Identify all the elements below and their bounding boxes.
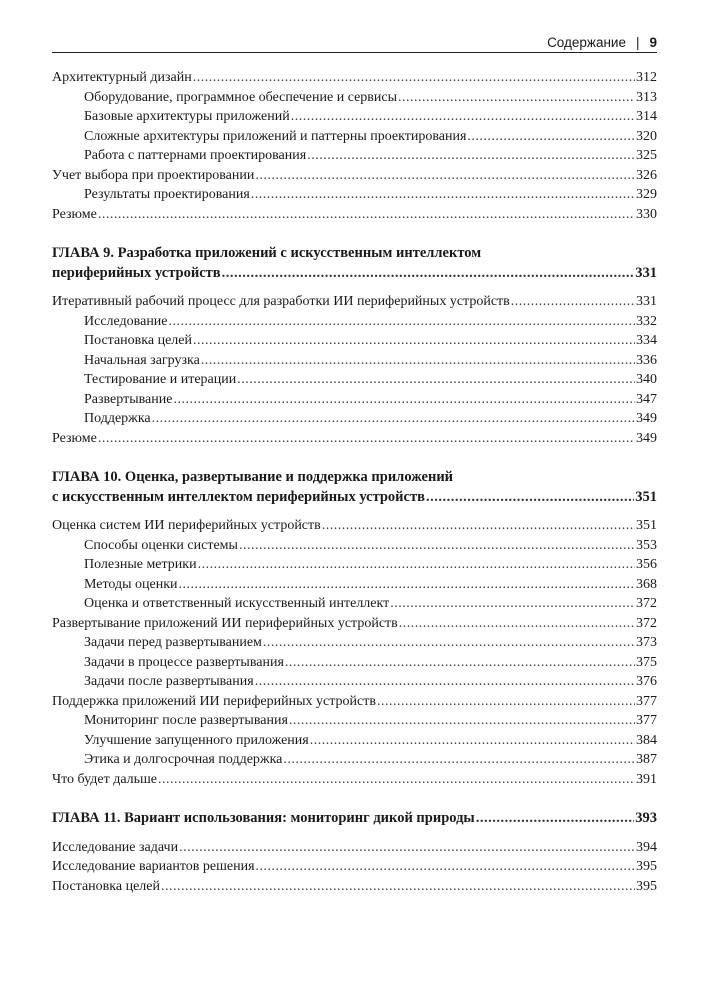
toc-entry-page: 394 <box>636 839 657 855</box>
toc-entry[interactable] <box>52 146 657 166</box>
toc-entry-page: 377 <box>636 713 657 728</box>
dot-leader <box>198 555 635 575</box>
toc-entry-title: Развертывание приложений ИИ периферийных устройств <box>52 615 398 631</box>
toc-entry-title: Учет выбора при проектировании <box>52 167 255 183</box>
running-head-page-number: 9 <box>649 35 657 50</box>
running-head-section: Содержание <box>547 35 626 50</box>
toc-entry-title: Резюме <box>52 430 97 446</box>
toc-entry[interactable] <box>52 838 657 858</box>
dot-leader <box>399 614 635 634</box>
toc-entry[interactable] <box>52 692 657 712</box>
toc-entry[interactable] <box>52 633 657 653</box>
toc-entry[interactable] <box>52 770 657 790</box>
chapter-11-page: 393 <box>635 810 657 826</box>
toc-entry[interactable] <box>52 390 657 410</box>
dot-leader <box>201 351 635 371</box>
toc-entry-title: Задачи в процессе развертывания <box>84 654 284 670</box>
dot-leader <box>161 877 635 897</box>
toc-entry[interactable] <box>52 127 657 147</box>
toc-entry[interactable] <box>52 614 657 634</box>
toc-entry-title: Начальная загрузка <box>84 352 200 368</box>
toc-entry-title: Задачи после развертывания <box>84 674 254 689</box>
chapter-9-title-line1: ГЛАВА 9. Разработка приложений с искусственным интеллектом <box>52 245 482 261</box>
toc-entry[interactable] <box>52 536 657 556</box>
dot-leader <box>239 536 635 556</box>
toc-entry-title: Методы оценки <box>84 576 178 592</box>
dot-leader <box>222 264 635 284</box>
dot-leader <box>98 429 635 449</box>
toc-entry-title: Задачи перед развертыванием <box>84 635 262 650</box>
dot-leader <box>511 292 635 312</box>
chapter-9-page: 331 <box>635 264 657 281</box>
toc-entry-title: Тестирование и итерации <box>84 372 237 387</box>
dot-leader <box>193 331 635 351</box>
toc-entry-page: 391 <box>636 771 657 787</box>
dot-leader <box>179 575 635 595</box>
chapter-11-entries <box>52 838 657 897</box>
dot-leader <box>251 185 635 205</box>
toc-entry-page: 332 <box>636 313 657 329</box>
toc-entry-page: 326 <box>636 167 657 183</box>
chapter-10-title-line2-row <box>52 488 657 508</box>
dot-leader <box>289 711 635 731</box>
toc-entry-title: Этика и долгосрочная поддержка <box>84 752 283 767</box>
toc-entry-title: Что будет дальше <box>52 771 158 787</box>
chapter-11-title: ГЛАВА 11. Вариант использования: мониторинг дикой природы <box>52 810 475 826</box>
dot-leader <box>193 68 635 88</box>
toc-entry-page: 334 <box>636 333 657 348</box>
toc-entry-title: Работа с паттернами проектирования <box>84 148 307 163</box>
toc-entry-title: Оборудование, программное обеспечение и сервисы <box>84 89 398 105</box>
chapter-10-entries <box>52 516 657 789</box>
dot-leader <box>255 166 635 186</box>
toc-entry[interactable] <box>52 312 657 332</box>
toc-entry[interactable] <box>52 575 657 595</box>
toc-entry-page: 320 <box>636 128 657 144</box>
dot-leader <box>307 146 635 166</box>
dot-leader <box>169 312 635 332</box>
dot-leader <box>426 488 634 508</box>
toc-entry-page: 376 <box>636 674 657 689</box>
toc-entry-title: Оценка и ответственный искусственный интеллект <box>84 596 390 611</box>
chapter-10-heading[interactable] <box>52 468 657 507</box>
toc-entry-page: 372 <box>636 596 657 611</box>
toc-entry-page: 331 <box>636 294 657 309</box>
dot-leader <box>98 205 635 225</box>
toc-entry-title: Резюме <box>52 206 97 222</box>
toc-entry-page: 349 <box>636 430 657 446</box>
table-of-contents <box>52 68 657 896</box>
dot-leader <box>377 692 635 712</box>
chapter-11-heading[interactable] <box>52 809 657 829</box>
toc-entry-title: Базовые архитектуры приложений <box>84 109 290 124</box>
toc-entry-page: 349 <box>636 411 657 426</box>
toc-entry-page: 356 <box>636 557 657 572</box>
dot-leader <box>390 594 635 614</box>
dot-leader <box>476 809 634 829</box>
toc-entry-page: 336 <box>636 352 657 368</box>
toc-entry[interactable] <box>52 857 657 877</box>
toc-entry-page: 375 <box>636 654 657 670</box>
toc-entry-title: Поддержка <box>84 411 151 426</box>
toc-entry-page: 353 <box>636 537 657 553</box>
toc-entry[interactable] <box>52 555 657 575</box>
dot-leader <box>158 770 635 790</box>
toc-entry-page: 330 <box>636 206 657 222</box>
toc-entry-title: Постановка целей <box>84 333 192 348</box>
dot-leader <box>256 857 635 877</box>
toc-entry-page: 377 <box>636 693 657 709</box>
toc-entry-title: Исследование вариантов решения <box>52 859 255 874</box>
running-head <box>52 30 657 53</box>
dot-leader <box>322 516 635 536</box>
toc-entry[interactable] <box>52 594 657 614</box>
chapter-10-page: 351 <box>635 488 657 505</box>
dot-leader <box>467 127 635 147</box>
chapter-9-title-line2: периферийных устройств <box>52 264 221 281</box>
toc-entry-page: 325 <box>636 148 657 163</box>
running-head-separator: | <box>635 35 640 50</box>
toc-entry-title: Способы оценки системы <box>84 537 238 553</box>
toc-entry-page: 312 <box>636 70 657 85</box>
chapter-11-title-row <box>52 809 657 829</box>
dot-leader <box>152 409 635 429</box>
toc-entry-title: Полезные метрики <box>84 557 197 572</box>
toc-entry[interactable] <box>52 88 657 108</box>
chapter-10-title-line2: с искусственным интеллектом периферийных устройств <box>52 488 425 505</box>
toc-entry-page: 351 <box>636 518 657 533</box>
chapter-9-title-line2-row <box>52 264 657 284</box>
toc-entry-title: Развертывание <box>84 391 173 407</box>
toc-entry[interactable] <box>52 672 657 692</box>
toc-entry[interactable] <box>52 292 657 312</box>
toc-entry[interactable] <box>52 331 657 351</box>
toc-entry-title: Исследование <box>84 313 168 329</box>
toc-entry[interactable] <box>52 205 657 225</box>
toc-entry[interactable] <box>52 370 657 390</box>
dot-leader <box>263 633 635 653</box>
toc-entry-title: Сложные архитектуры приложений и паттерны проектирования <box>84 128 467 144</box>
dot-leader <box>179 838 635 858</box>
dot-leader <box>255 672 635 692</box>
toc-entry[interactable] <box>52 351 657 371</box>
toc-entry[interactable] <box>52 166 657 186</box>
toc-entry-page: 347 <box>636 391 657 407</box>
toc-entry-title: Результаты проектирования <box>84 187 250 202</box>
dot-leader <box>398 88 635 108</box>
toc-entry-page: 313 <box>636 89 657 105</box>
dot-leader <box>283 750 635 770</box>
dot-leader <box>285 653 635 673</box>
toc-block-continuation <box>52 68 657 224</box>
dot-leader <box>291 107 635 127</box>
toc-entry-title: Мониторинг после развертывания <box>84 713 288 728</box>
dot-leader <box>310 731 635 751</box>
toc-entry-page: 384 <box>636 732 657 748</box>
toc-entry[interactable] <box>52 516 657 536</box>
toc-entry[interactable] <box>52 711 657 731</box>
toc-entry[interactable] <box>52 185 657 205</box>
dot-leader <box>173 390 635 410</box>
toc-entry-page: 372 <box>636 615 657 631</box>
toc-entry-page: 387 <box>636 752 657 767</box>
toc-entry[interactable] <box>52 429 657 449</box>
chapter-9-heading[interactable] <box>52 244 657 283</box>
toc-entry[interactable] <box>52 877 657 897</box>
toc-entry[interactable] <box>52 653 657 673</box>
toc-entry-page: 340 <box>636 372 657 387</box>
toc-entry-title: Поддержка приложений ИИ периферийных устройств <box>52 693 376 709</box>
toc-entry-page: 373 <box>636 635 657 650</box>
toc-entry[interactable] <box>52 409 657 429</box>
toc-entry-page: 395 <box>636 878 657 894</box>
toc-entry-page: 395 <box>636 859 657 874</box>
toc-entry[interactable] <box>52 750 657 770</box>
toc-entry-title: Оценка систем ИИ периферийных устройств <box>52 518 321 533</box>
chapter-10-title-line1: ГЛАВА 10. Оценка, развертывание и поддержка приложений <box>52 469 454 485</box>
chapter-9-entries <box>52 292 657 448</box>
toc-entry-title: Улучшение запущенного приложения <box>84 732 309 748</box>
toc-entry-page: 368 <box>636 576 657 592</box>
toc-entry-title: Архитектурный дизайн <box>52 70 192 85</box>
toc-entry-title: Итеративный рабочий процесс для разработки ИИ периферийных устройств <box>52 294 510 309</box>
toc-entry-page: 329 <box>636 187 657 202</box>
dot-leader <box>237 370 635 390</box>
toc-entry[interactable] <box>52 731 657 751</box>
toc-entry[interactable] <box>52 68 657 88</box>
toc-entry-page: 314 <box>636 109 657 124</box>
toc-entry-title: Исследование задачи <box>52 839 179 855</box>
toc-entry[interactable] <box>52 107 657 127</box>
toc-entry-title: Постановка целей <box>52 878 160 894</box>
